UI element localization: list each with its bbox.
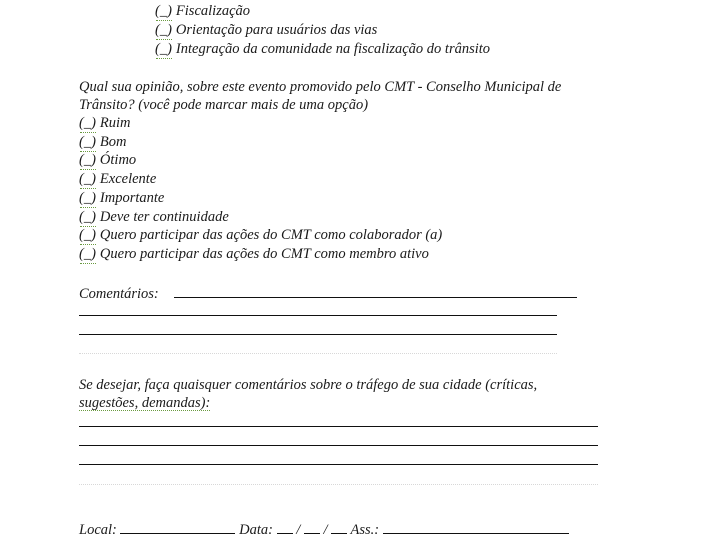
checkbox-mark[interactable]: (_) (79, 133, 96, 150)
option-row[interactable] (79, 170, 156, 188)
checkbox-mark[interactable]: (_) (79, 208, 96, 225)
opinion-question-line1: Qual sua opinião, sobre este evento promovido pelo CMT - Conselho Municipal de (79, 79, 562, 95)
traffic-line-2[interactable] (79, 445, 598, 446)
checkbox-mark[interactable]: (_) (79, 245, 96, 262)
date-day-field[interactable] (277, 521, 293, 534)
signature-field[interactable] (383, 521, 569, 534)
checkbox-mark[interactable]: (_) (79, 115, 96, 131)
option-row[interactable] (155, 40, 490, 58)
option-label: Quero participar das ações do CMT como colaborador (a) (99, 227, 443, 244)
traffic-question-line2 (79, 394, 210, 412)
option-row[interactable] (79, 208, 229, 226)
local-label: Local: (79, 522, 117, 538)
option-row[interactable] (155, 21, 377, 39)
option-row[interactable] (79, 151, 136, 169)
option-label: Deve ter continuidade (99, 208, 229, 225)
option-row[interactable] (155, 2, 250, 20)
opinion-question (79, 78, 635, 96)
traffic-question (79, 376, 635, 394)
traffic-line-3[interactable] (79, 464, 598, 465)
traffic-question-line2-text: sugestões, demandas): (79, 395, 211, 411)
comments-line-1[interactable] (174, 297, 577, 298)
option-label: Quero participar das ações do CMT como membro ativo (99, 245, 429, 262)
option-label: Ruim (99, 115, 131, 131)
option-label: Integração da comunidade na fiscalização do trânsito (175, 41, 491, 57)
traffic-line-1[interactable] (79, 426, 598, 427)
option-label: Ótimo (99, 152, 137, 169)
option-label: Orientação para usuários das vias (175, 22, 378, 38)
option-row[interactable] (79, 189, 164, 207)
comments-line-3[interactable] (79, 334, 557, 335)
option-row[interactable] (79, 226, 442, 244)
option-label: Importante (99, 189, 165, 206)
option-label: Fiscalização (175, 3, 251, 19)
signature-label: Ass.: (350, 522, 380, 538)
option-row[interactable] (79, 114, 131, 132)
date-separator-1: / (296, 522, 301, 538)
traffic-question-line1: Se desejar, faça quaisquer comentários sobre o tráfego de sua cidade (críticas, (79, 377, 538, 393)
checkbox-mark[interactable]: (_) (79, 189, 96, 206)
comments-line-2[interactable] (79, 315, 557, 316)
date-separator-2: / (323, 522, 328, 538)
comments-label: Comentários: (79, 286, 159, 302)
date-year-field[interactable] (331, 521, 347, 534)
traffic-line-4[interactable] (79, 484, 598, 485)
checkbox-mark[interactable]: (_) (79, 171, 96, 188)
checkbox-mark[interactable]: (_) (155, 3, 172, 19)
option-label: Excelente (99, 171, 157, 188)
footer-signature-row (79, 521, 569, 539)
checkbox-mark[interactable]: (_) (155, 41, 172, 57)
checkbox-mark[interactable]: (_) (155, 22, 172, 38)
data-label: Data: (239, 522, 273, 538)
local-field[interactable] (120, 521, 235, 534)
date-month-field[interactable] (304, 521, 320, 534)
option-row[interactable] (79, 133, 127, 151)
checkbox-mark[interactable]: (_) (79, 152, 96, 169)
opinion-question-line2: Trânsito? (você pode marcar mais de uma opção) (79, 97, 369, 113)
comments-line-4[interactable] (79, 353, 557, 354)
option-label: Bom (99, 133, 127, 150)
option-row[interactable] (79, 245, 429, 263)
checkbox-mark[interactable]: (_) (79, 227, 96, 244)
